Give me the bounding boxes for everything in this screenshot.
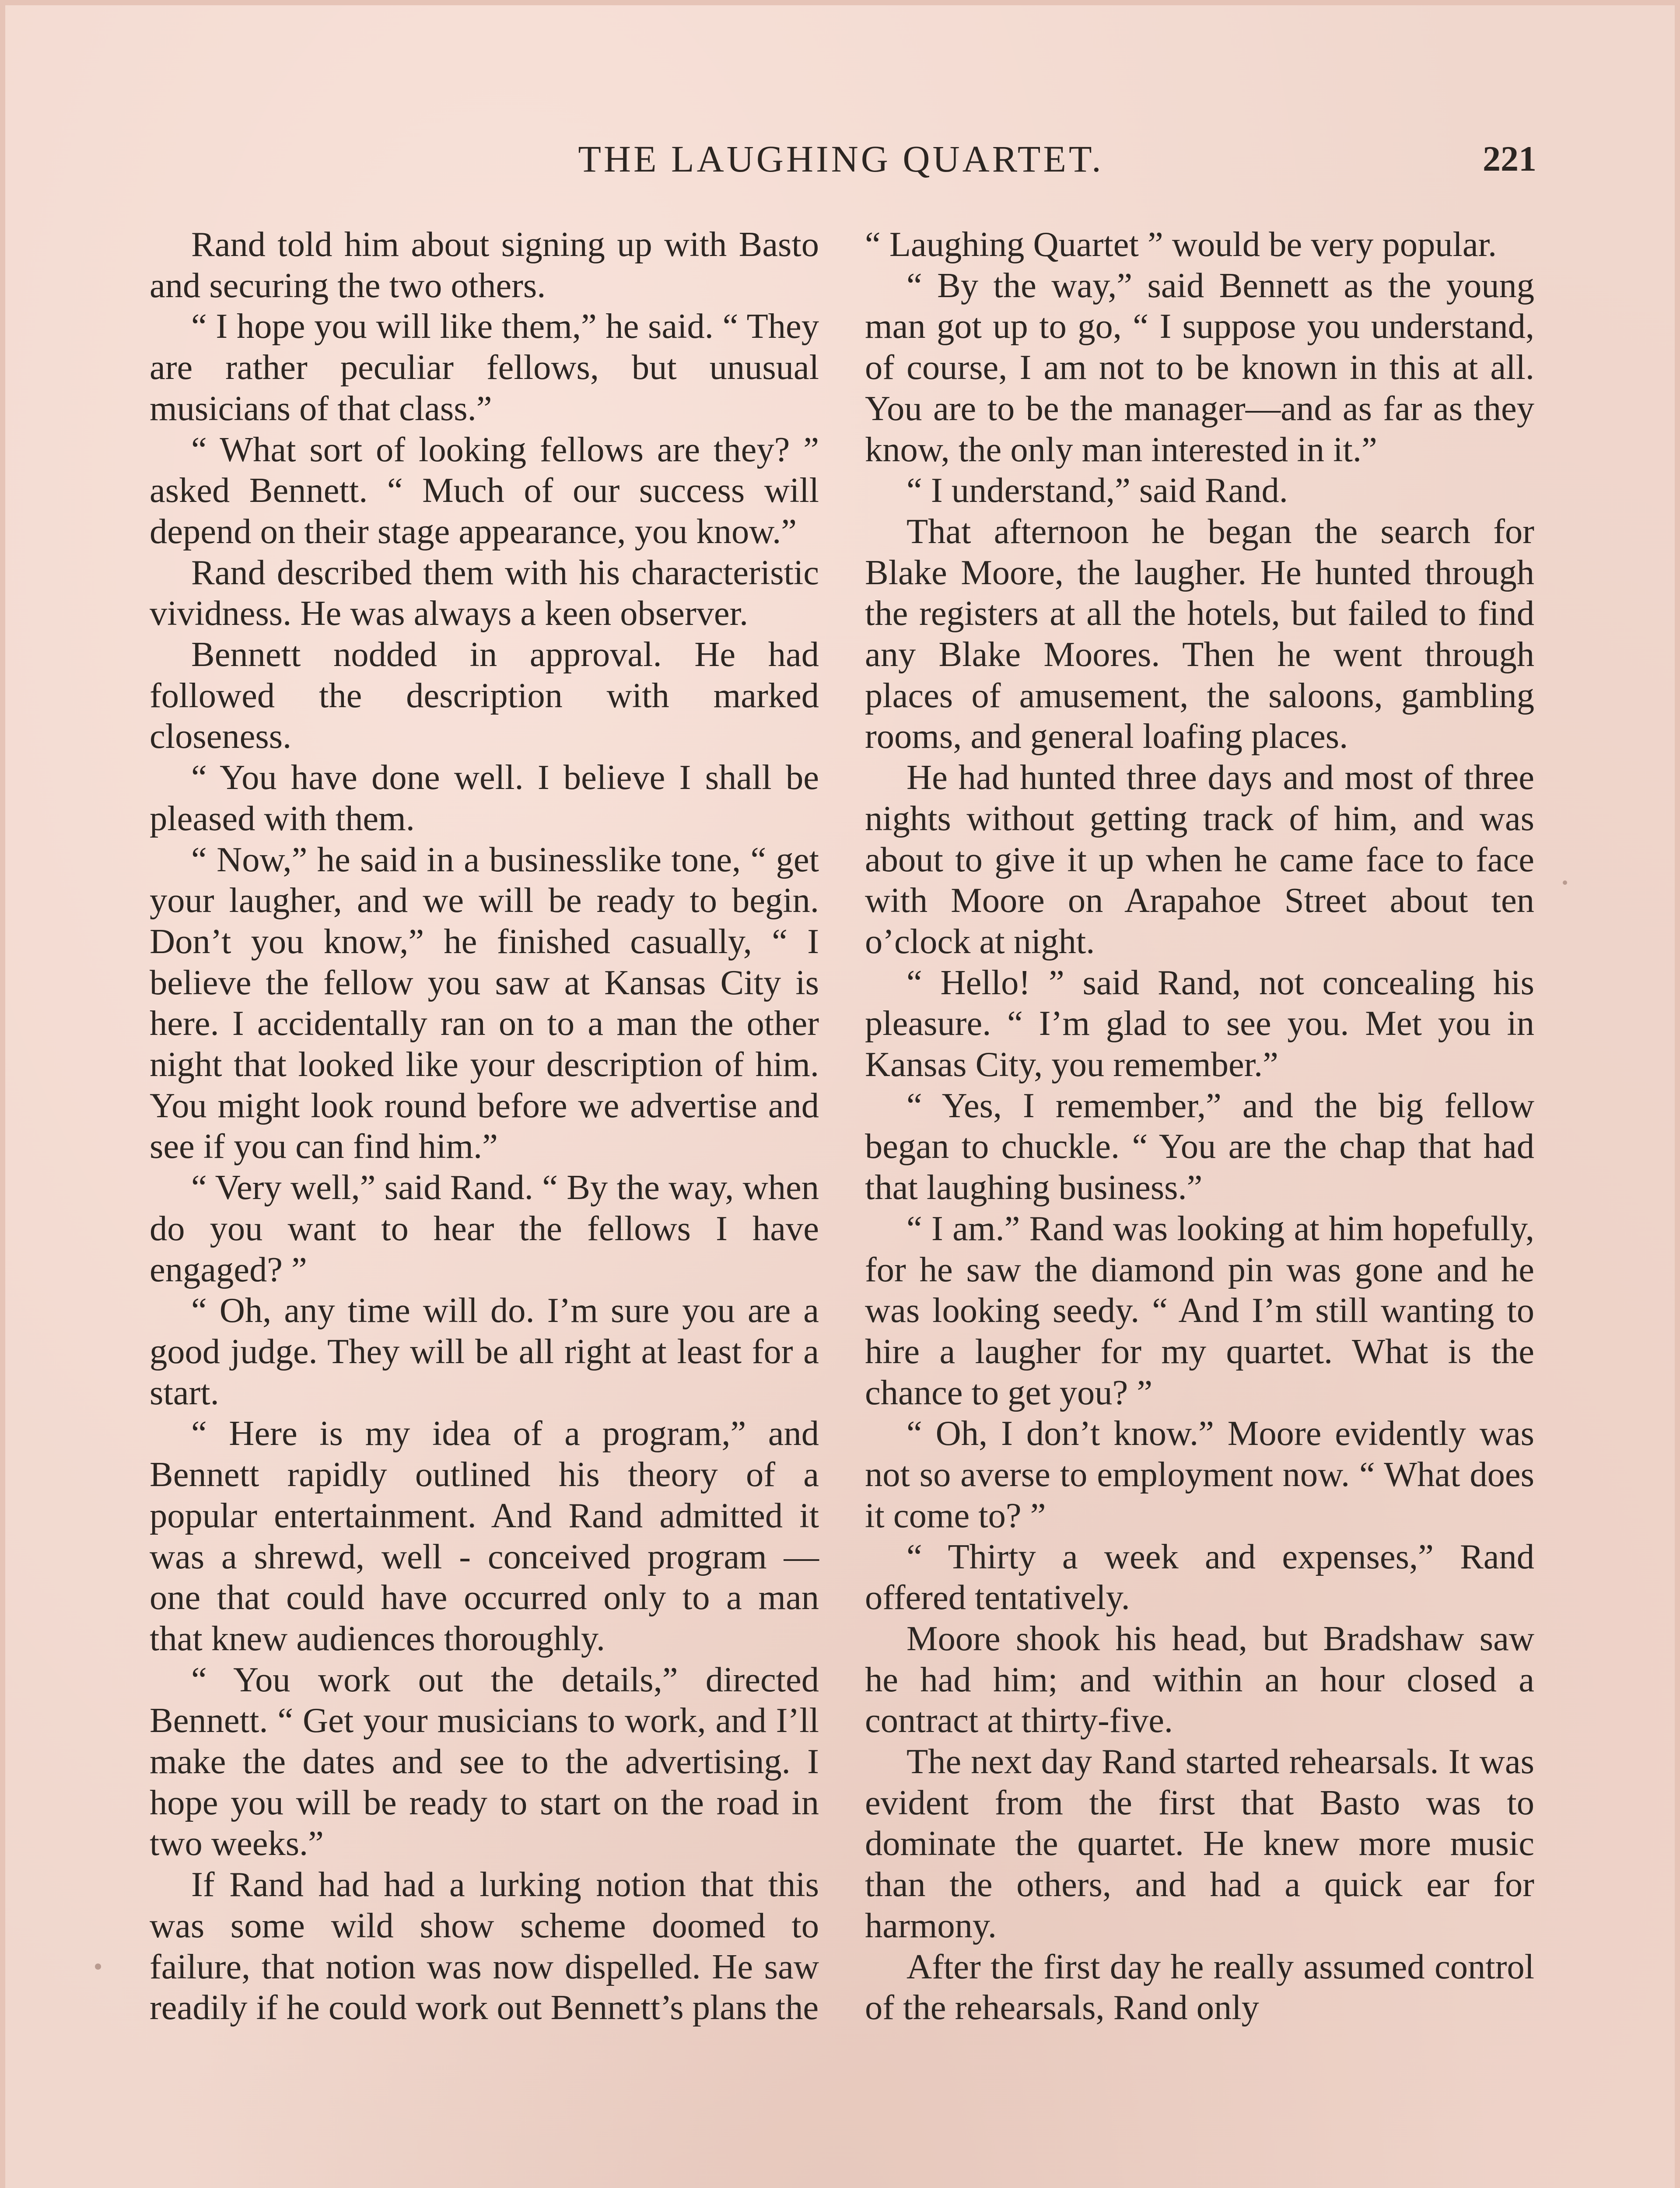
paragraph: “ Oh, any time will do. I’m sure you are a good judge. They will be all right at least for a start. bbox=[150, 1291, 819, 1412]
paragraph: Rand described them with his characteristic vividness. He was always a keen observer. bbox=[150, 553, 819, 633]
paragraph: “ I am.” Rand was looking at him hopefully, for he saw the diamond pin was gone and he was looking seedy. “ And I’m still wanting to hire a laugher for my quartet. What is the chance to get you? ” bbox=[865, 1209, 1534, 1412]
paragraph: Rand told him about signing up with Basto and securing the two others. bbox=[150, 225, 819, 305]
paragraph: “ Very well,” said Rand. “ By the way, when do you want to hear the fellows I have engaged? ” bbox=[150, 1168, 819, 1289]
left-column bbox=[150, 224, 819, 2028]
running-title: THE LAUGHING QUARTET. bbox=[578, 138, 1104, 180]
paragraph: “ Yes, I remember,” and the big fellow began to chuckle. “ You are the chap that had that laughing business.” bbox=[865, 1086, 1534, 1207]
paragraph: “ You work out the details,” directed Bennett. “ Get your musicians to work, and I’ll make the dates and see to the advertising. I hope you will be ready to start on the road in two weeks.” bbox=[150, 1660, 819, 1863]
paragraph: “ Here is my idea of a program,” and Bennett rapidly outlined his theory of a popular entertainment. And Rand admitted it was a shrewd, well - conceived program — one that could have occurred only to a man that knew audiences thoroughly. bbox=[150, 1414, 819, 1658]
paragraph: That afternoon he began the search for Blake Moore, the laugher. He hunted through the registers at all the hotels, but failed to find any Blake Moores. Then he went through places of amusement, the saloons, gambling rooms, and general loafing places. bbox=[865, 512, 1534, 756]
running-head bbox=[145, 135, 1536, 183]
paragraph: “ Hello! ” said Rand, not concealing his pleasure. “ I’m glad to see you. Met you in Kansas City, you remember.” bbox=[865, 963, 1534, 1084]
paper-speck bbox=[95, 1964, 101, 1970]
paragraph: “ What sort of looking fellows are they? ” asked Bennett. “ Much of our success will depend on their stage appearance, you know.” bbox=[150, 430, 819, 551]
paragraph: Bennett nodded in approval. He had followed the description with marked closeness. bbox=[150, 635, 819, 756]
right-column bbox=[865, 224, 1534, 2028]
paragraph: Moore shook his head, but Bradshaw saw he had him; and within an hour closed a contract at thirty-five. bbox=[865, 1619, 1534, 1740]
paper-speck bbox=[1563, 880, 1567, 885]
paragraph: “ I hope you will like them,” he said. “ They are rather peculiar fellows, but unusual musicians of that class.” bbox=[150, 307, 819, 428]
paragraph: “ Laughing Quartet ” would be very popular. bbox=[865, 225, 1497, 264]
paragraph: He had hunted three days and most of three nights without getting track of him, and was about to give it up when he came face to face with Moore on Arapahoe Street about ten o’clock at night. bbox=[865, 758, 1534, 961]
paragraph: “ I understand,” said Rand. bbox=[906, 471, 1288, 510]
paragraph: “ You have done well. I believe I shall be pleased with them. bbox=[150, 758, 819, 838]
paragraph: “ Now,” he said in a businesslike tone, “ get your laugher, and we will be ready to begin. Don’t you know,” he finished casually, “ I believe the fellow you saw at Kansas City is here. I accidentally ran on to a man the other night that looked like your description of him. You might look round before we advertise and see if you can find him.” bbox=[150, 840, 819, 1166]
paragraph: The next day Rand started rehearsals. It was evident from the first that Basto was to dominate the quartet. He knew more music than the others, and had a quick ear for harmony. bbox=[865, 1742, 1534, 1945]
paragraph: “ Oh, I don’t know.” Moore evidently was not so averse to employment now. “ What does it come to? ” bbox=[865, 1414, 1534, 1535]
paragraph: If Rand had had a lurking notion that this was some wild show scheme doomed to failure, that notion was now dispelled. He saw readily if he could work out Bennett’s plans the bbox=[150, 1865, 819, 2027]
paragraph: “ By the way,” said Bennett as the young man got up to go, “ I suppose you understand, of course, I am not to be known in this at all. You are to be the manager—and as far as they know, the only man interested in it.” bbox=[865, 266, 1534, 469]
paragraph: “ Thirty a week and expenses,” Rand offered tentatively. bbox=[865, 1537, 1534, 1617]
paragraph: After the first day he really assumed control of the rehearsals, Rand only bbox=[865, 1947, 1534, 2027]
page-number: 221 bbox=[1483, 139, 1536, 179]
